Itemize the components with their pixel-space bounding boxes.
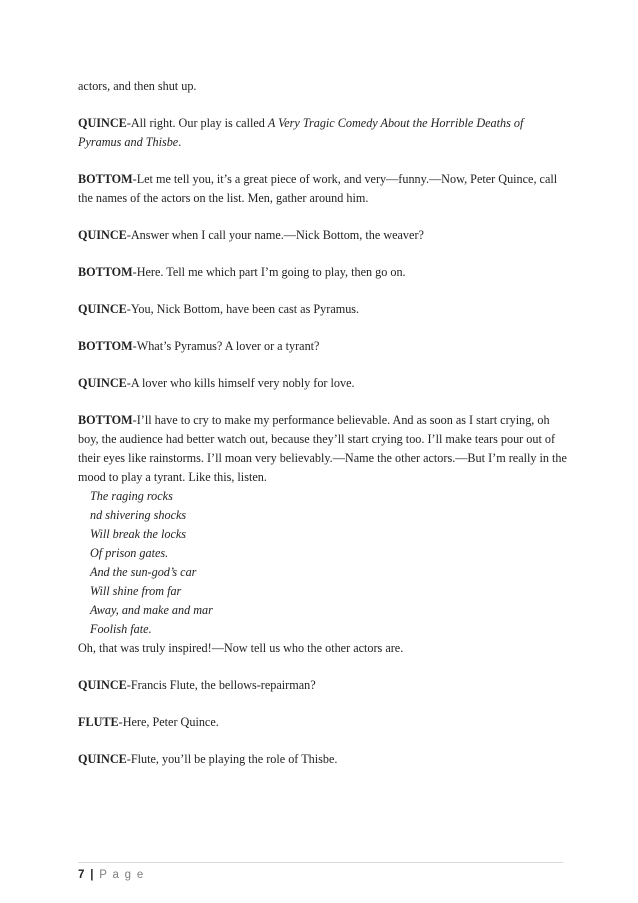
speaker-name: QUINCE [78,376,127,390]
verse-line: nd shivering shocks [90,508,187,522]
verse-line: And the sun-god’s car [90,565,197,579]
paragraph [78,77,568,96]
paragraph-text: -Here. Tell me which part I’m going to play, then go on. [132,265,406,279]
paragraph-text: -Answer when I call your name.—Nick Bottom, the weaver? [126,228,424,242]
speaker-name: QUINCE [78,752,127,766]
paragraph-text: -Here, Peter Quince. [118,715,219,729]
speaker-name: BOTTOM [78,172,133,186]
paragraph [78,713,568,732]
verse-line: The raging rocks [90,489,173,503]
verse-line: Foolish fate. [90,622,152,636]
speaker-name: BOTTOM [78,413,133,427]
paragraph-text: -I’ll have to cry to make my performance believable. And as soon as I start crying, oh boy, the audience had better watch out, because they’ll start crying too. I’ll make tears pour out of their eyes like rainstorms. I’ll moan very believably.—Name the other actors.—But I’m really in the mood to play a tyrant. Like this, listen. [78,413,567,484]
play-title: A Very Tragic Comedy About the Horrible Deaths of Pyramus and Thisbe [78,116,524,149]
paragraph-text: actors, and then shut up. [78,79,197,93]
paragraph [78,676,568,695]
page-label: P a g e [99,869,145,881]
page-number: 7 [78,869,86,881]
paragraph-text: -You, Nick Bottom, have been cast as Pyramus. [126,302,360,316]
verse-line: Of prison gates. [90,546,169,560]
paragraph-text-end: . [178,135,182,149]
paragraph [78,337,568,356]
paragraph [78,263,568,282]
speaker-name: FLUTE [78,715,119,729]
verse-line: Away, and make and mar [90,603,213,617]
page-content [78,77,568,787]
verse-line: Will shine from far [90,584,182,598]
footer-separator: | [90,869,95,881]
paragraph [78,750,568,769]
verse-block [78,487,568,639]
paragraph-text: Oh, that was truly inspired!—Now tell us who the other actors are. [78,641,404,655]
speaker-name: QUINCE [78,228,127,242]
footer-divider [78,862,563,863]
speaker-name: BOTTOM [78,339,133,353]
paragraph-text: -A lover who kills himself very nobly for love. [126,376,355,390]
speaker-name: QUINCE [78,116,127,130]
paragraph [78,170,568,208]
paragraph [78,300,568,319]
paragraph-text: -Let me tell you, it’s a great piece of work, and very—funny.—Now, Peter Quince, call the names of the actors on the list. Men, gather around him. [78,172,558,205]
speaker-name: BOTTOM [78,265,133,279]
verse-line: Will break the locks [90,527,187,541]
paragraph-text: -All right. Our play is called [126,116,268,130]
paragraph [78,114,568,152]
page-footer [78,866,145,885]
paragraph [78,411,568,487]
paragraph [78,374,568,393]
paragraph-text: -Francis Flute, the bellows-repairman? [126,678,316,692]
paragraph-text: -What’s Pyramus? A lover or a tyrant? [132,339,320,353]
paragraph-text: -Flute, you’ll be playing the role of Thisbe. [126,752,338,766]
speaker-name: QUINCE [78,678,127,692]
paragraph [78,226,568,245]
speaker-name: QUINCE [78,302,127,316]
